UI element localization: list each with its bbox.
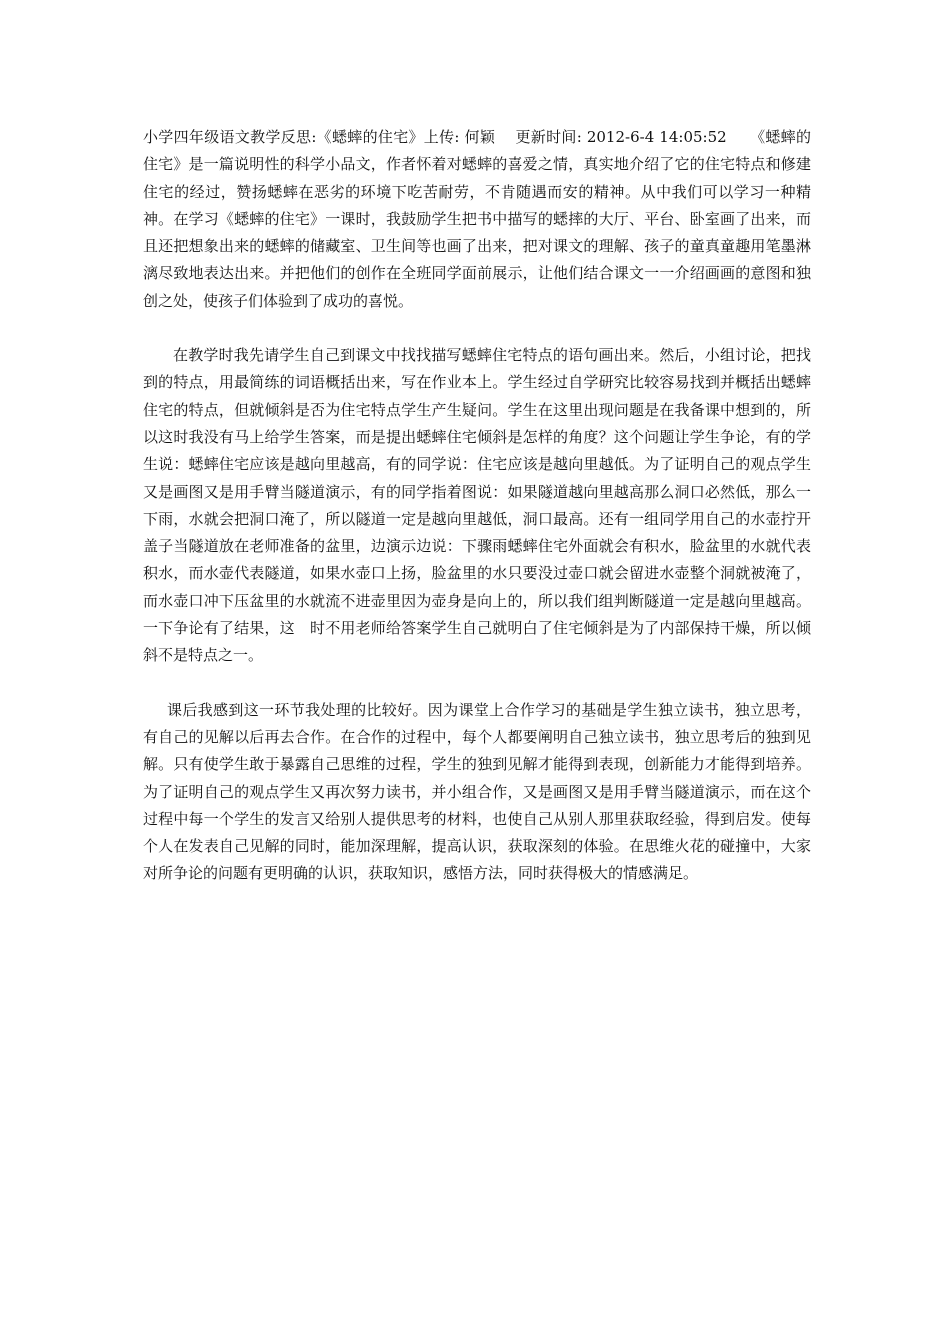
document-body — [143, 124, 811, 888]
paragraph-teaching-process: 在教学时我先请学生自己到课文中找找描写蟋蟀住宅特点的语句画出来。然后，小组讨论，把找到的特点，用最简练的词语概括出来，写在作业本上。学生经过自学研究比较容易找到并概括出蟋蟀住宅的特点，但就倾斜是否为住宅特点学生产生疑问。学生在这里出现问题是在我备课中想到的，所以这时我没有马上给学生答案，而是提出蟋蟀住宅倾斜是怎样的角度？这个问题让学生争论，有的学生说：蟋蟀住宅应该是越向里越高，有的同学说：住宅应该是越向里越低。为了证明自己的观点学生又是画图又是用手臂当隧道演示，有的同学指着图说：如果隧道越向里越高那么洞口必然低，那么一下雨，水就会把洞口淹了，所以隧道一定是越向里越低，洞口最高。还有一组同学用自己的水壶拧开盖子当隧道放在老师准备的盆里，边演示边说：下骤雨蟋蟀住宅外面就会有积水，脸盆里的水就代表积水，而水壶代表隧道，如果水壶口上扬，脸盆里的水只要没过壶口就会留进水壶整个洞就被淹了，而水壶口冲下压盆里的水就流不进壶里因为壶身是向上的，所以我们组判断隧道一定是越向里越高。一下争论有了结果，这 时不用老师给答案学生自己就明白了住宅倾斜是为了内部保持干燥，所以倾斜不是特点之一。 — [143, 346, 811, 665]
paragraph-intro: 小学四年级语文教学反思:《蟋蟀的住宅》上传: 何颖 更新时间: 2012-6-4 14:05:52 《蟋蟀的住宅》是一篇说明性的科学小品文，作者怀着对蟋蟀的喜爱之情，真实地介绍了它的住宅特点和修建住宅的经过，赞扬蟋蟀在恶劣的环境下吃苦耐劳，不肯随遇而安的精神。从中我们可以学习一种精神。在学习《蟋蟀的住宅》一课时，我鼓励学生把书中描写的蟋摔的大厅、平台、卧室画了出来，而且还把想象出来的蟋蟀的储藏室、卫生间等也画了出来，把对课文的理解、孩子的童真童趣用笔墨淋漓尽致地表达出来。并把他们的创作在全班同学面前展示，让他们结合课文一一介绍画画的意图和独创之处，使孩子们体验到了成功的喜悦。 — [143, 128, 811, 310]
paragraph-reflection: 课后我感到这一环节我处理的比较好。因为课堂上合作学习的基础是学生独立读书，独立思考，有自己的见解以后再去合作。在合作的过程中，每个人都要阐明自己独立读书，独立思考后的独到见解。只有使学生敢于暴露自己思维的过程，学生的独到见解才能得到表现，创新能力才能得到培养。为了证明自己的观点学生又再次努力读书，并小组合作，又是画图又是用手臂当隧道演示，而在这个过程中每一个学生的发言又给别人提供思考的材料，也使自己从别人那里获取经验，得到启发。使每个人在发表自己见解的同时，能加深理解，提高认识，获取深刻的体验。在思维火花的碰撞中，大家对所争论的问题有更明确的认识，获取知识，感悟方法，同时获得极大的情感满足。 — [143, 700, 811, 883]
